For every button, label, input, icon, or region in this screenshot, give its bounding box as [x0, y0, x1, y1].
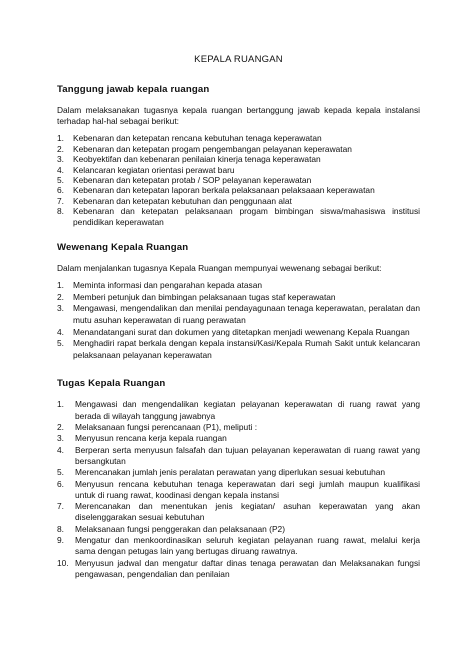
- item-number: 2.: [57, 422, 64, 433]
- section-intro: Dalam melaksanakan tugasnya kepala ruangan bertanggung jawab kepada kepala instalansi terhadap hal-hal sebagai berikut:: [57, 105, 420, 127]
- document-title: KEPALA RUANGAN: [194, 54, 283, 65]
- section-wewenang: [57, 242, 420, 361]
- section-heading: Wewenang Kepala Ruangan: [57, 242, 189, 254]
- list-item: [57, 154, 420, 164]
- list-item: [57, 185, 420, 195]
- item-text: Kebenaran dan ketepatan progam pengembangan pelayanan keperawatan: [73, 143, 352, 154]
- list-item: [57, 292, 420, 304]
- list-item: [57, 165, 420, 175]
- item-number: 2.: [57, 291, 64, 302]
- item-number: 4.: [57, 164, 64, 175]
- list-item: [57, 327, 420, 339]
- list-item: [57, 433, 420, 444]
- item-number: 8.: [57, 523, 64, 534]
- item-number: 6.: [57, 478, 64, 489]
- list-item: [57, 422, 420, 433]
- item-number: 1.: [57, 280, 64, 291]
- item-number: 1.: [57, 399, 64, 410]
- item-text: Melaksanaan fungsi perencanaan (P1), meliputi :: [75, 422, 258, 433]
- item-text: Menyusun rencana kerja kepala ruangan: [75, 433, 227, 444]
- item-number: 3.: [57, 433, 64, 444]
- item-number: 7.: [57, 195, 64, 206]
- item-text: Memberi petunjuk dan bimbingan pelaksanaan tugas staf keperawatan: [73, 291, 336, 302]
- item-number: 5.: [57, 467, 64, 478]
- item-text: Kebenaran dan ketepatan pelaksanaan progam bimbingan siswa/mahasiswa institusi pendidikan keperawatan: [73, 206, 420, 227]
- item-text: Kelancaran kegiatan orientasi perawat baru: [73, 164, 235, 175]
- list-item: [57, 524, 420, 535]
- item-text: Meminta informasi dan pengarahan kepada atasan: [73, 280, 263, 291]
- section-intro: Dalam menjalankan tugasnya Kepala Ruangan mempunyai wewenang sebagai berikut:: [57, 263, 382, 274]
- list-item: [57, 558, 420, 581]
- list-item: [57, 479, 420, 502]
- item-number: 5.: [57, 175, 64, 186]
- item-text: Menyusun rencana kebutuhan tenaga keperawatan dari segi jumlah maupun kualifikasi untuk di ruang rawat, koodinasi dengan kepala instansi: [75, 478, 420, 500]
- item-number: 4.: [57, 326, 64, 337]
- item-text: Mengawasi dan mengendalikan kegiatan pelayanan keperawatan di ruang rawat yang berada di wilayah tanggung jawabnya: [75, 399, 420, 421]
- list-item: [57, 399, 420, 422]
- list-item: [57, 280, 420, 292]
- list-item: [57, 133, 420, 143]
- item-number: 3.: [57, 154, 64, 165]
- item-text: Menandatangani surat dan dokumen yang ditetapkan menjadi wewenang Kepala Ruangan: [73, 326, 410, 337]
- item-number: 9.: [57, 534, 64, 545]
- section-heading: Tugas Kepala Ruangan: [57, 378, 166, 390]
- item-text: Merencanakan jumlah jenis peralatan perawatan yang diperlukan sesuai kebutuhan: [75, 467, 386, 478]
- item-text: Mengatur dan menkoordinasikan seluruh kegiatan pelayanan ruang rawat, melalui kerja sama dengan petugas lain yang bertugas diruang rawatnya.: [75, 534, 420, 557]
- duty-list: [57, 399, 420, 580]
- list-item: [57, 338, 420, 361]
- item-number: 6.: [57, 185, 64, 196]
- item-text: Merencanakan dan menentukan jenis kegiatan/ asuhan keperawatan yang akan diselenggarakan sesuai kebutuhan: [75, 501, 420, 523]
- item-text: Berperan serta menyusun falsafah dan tujuan pelayanan keperawatan di ruang rawat yang bersangkutan: [75, 444, 420, 466]
- item-text: Kebenaran dan ketepatan kebutuhan dan penggunaan alat: [73, 195, 292, 206]
- item-text: Menghadiri rapat berkala dengan kepala instansi/Kasi/Kepala Rumah Sakit untuk kelancaran pelaksanaan pelayanan keperawatan: [73, 338, 420, 360]
- item-text: Keobyektifan dan kebenaran penilaian kinerja tenaga keperawatan: [73, 154, 321, 165]
- list-item: [57, 196, 420, 206]
- item-number: 7.: [57, 501, 64, 512]
- item-text: Menyusun jadwal dan mengatur daftar dinas tenaga perawatan dan Melaksanakan fungsi pengawasan, pengendalian dan penilaian: [75, 557, 420, 579]
- item-number: 2.: [57, 143, 64, 154]
- item-text: Kebenaran dan ketepatan protab / SOP pelayanan keperawatan: [73, 175, 312, 186]
- item-text: Melaksanaan fungsi penggerakan dan pelaksanaan (P2): [75, 523, 285, 534]
- list-item: [57, 303, 420, 326]
- item-number: 10.: [57, 557, 69, 568]
- list-item: [57, 144, 420, 154]
- responsibility-list: [57, 133, 420, 227]
- item-number: 4.: [57, 444, 64, 455]
- list-item: [57, 175, 420, 185]
- item-number: 1.: [57, 133, 64, 144]
- item-text: Kebenaran dan ketepatan rencana kebutuhan tenaga keperawatan: [73, 133, 322, 144]
- section-heading: Tanggung jawab kepala ruangan: [57, 84, 210, 95]
- item-number: 3.: [57, 303, 64, 314]
- item-text: Mengawasi, mengendalikan dan menilai pendayagunaan tenaga keperawatan, peralatan dan mutu asuhan keperawatan di ruang perawatan: [73, 303, 420, 326]
- item-text: Kebenaran dan ketepatan laporan berkala pelaksanaan pelaksaaan keperawatan: [73, 185, 375, 196]
- list-item: [57, 206, 420, 227]
- section-tanggung-jawab: [57, 84, 420, 227]
- authority-list: [57, 280, 420, 361]
- list-item: [57, 445, 420, 468]
- list-item: [57, 535, 420, 558]
- list-item: [57, 467, 420, 478]
- section-tugas: [57, 378, 420, 580]
- item-number: 8.: [57, 206, 64, 217]
- list-item: [57, 501, 420, 524]
- item-number: 5.: [57, 338, 64, 349]
